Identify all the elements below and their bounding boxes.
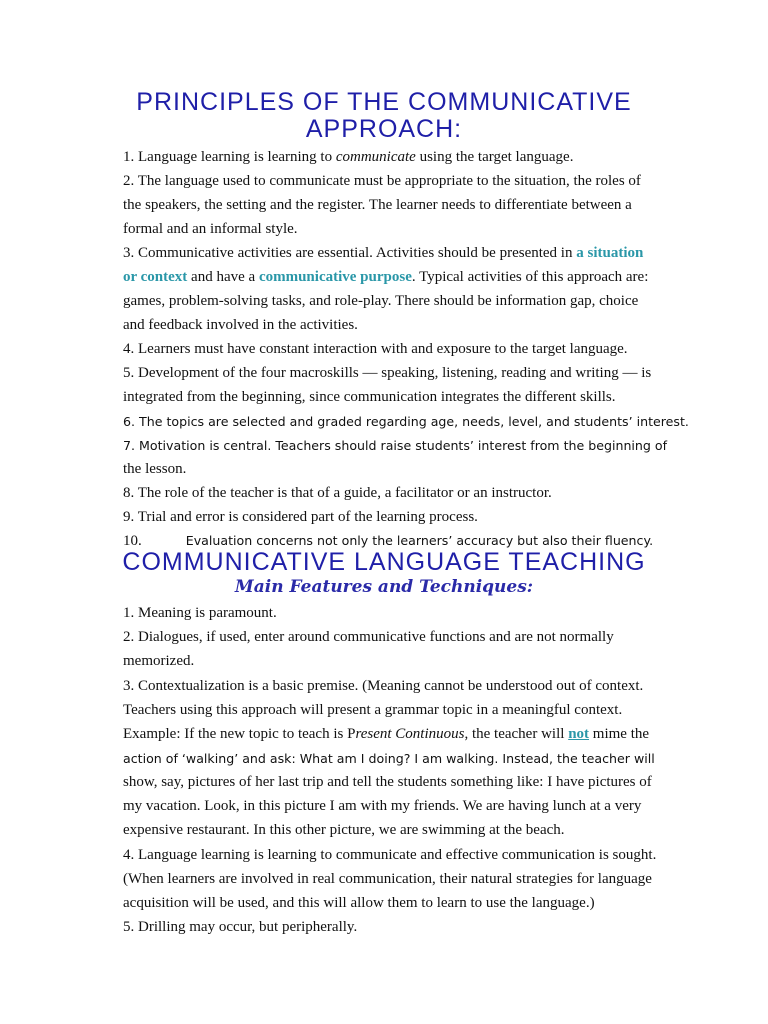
- principle-5-line-1: 5. Development of the four macroskills — speaking, listening, reading and writing — is: [123, 365, 652, 381]
- principle-3-line-1: 3. Communicative activities are essential. Activities should be presented in a situation: [123, 245, 644, 261]
- feature-3-line-5: show, say, pictures of her last trip and tell the students something like: I have pictures of: [123, 774, 652, 790]
- principle-10-number: 10.: [123, 533, 142, 549]
- highlight-communicative-purpose: communicative purpose: [258, 269, 412, 285]
- feature-3-line-4: action of ‘walking’ and ask: What am I doing? I am walking. Instead, the teacher will: [123, 751, 655, 766]
- feature-5: 5. Drilling may occur, but peripherally.: [123, 919, 358, 935]
- principle-3-line-3: games, problem-solving tasks, and role-play. There should be information gap, choice: [123, 293, 639, 309]
- principle-7-line-1: 7. Motivation is central. Teachers should raise students’ interest from the beginning of: [123, 438, 668, 453]
- feature-4-line-3: acquisition will be used, and this will allow them to learn to use the language.): [123, 895, 595, 911]
- emphasis-communicate: communicate: [335, 149, 416, 165]
- principle-7-line-2: the lesson.: [123, 461, 187, 477]
- emphasis-present-continuous: resent Continuous: [355, 726, 465, 742]
- feature-3-line-2: Teachers using this approach will present a grammar topic in a meaningful context.: [123, 702, 623, 718]
- principle-1: 1. Language learning is learning to communicate using the target language.: [123, 149, 574, 165]
- highlight-not: not: [568, 726, 590, 742]
- principle-2-line-2: the speakers, the setting and the register. The learner needs to differentiate between a: [123, 197, 632, 213]
- principle-3-line-2: or context and have a communicative purpose. Typical activities of this approach are:: [123, 269, 649, 285]
- feature-4-line-1: 4. Language learning is learning to communicate and effective communication is sought.: [123, 847, 657, 863]
- feature-4-line-2: (When learners are involved in real communication, their natural strategies for language: [123, 871, 652, 887]
- feature-3-line-1: 3. Contextualization is a basic premise. (Meaning cannot be understood out of context.: [123, 678, 644, 694]
- principle-5-line-2: integrated from the beginning, since communication integrates the different skills.: [123, 389, 616, 405]
- feature-1: 1. Meaning is paramount.: [123, 605, 277, 621]
- feature-2-line-1: 2. Dialogues, if used, enter around communicative functions and are not normally: [123, 629, 614, 645]
- title-line-1: PRINCIPLES OF THE COMMUNICATIVE: [136, 88, 632, 116]
- page-title: [0, 89, 768, 143]
- principle-9: 9. Trial and error is considered part of the learning process.: [123, 509, 478, 525]
- principle-10-text: Evaluation concerns not only the learners’ accuracy but also their fluency.: [185, 533, 654, 548]
- feature-3-line-7: expensive restaurant. In this other picture, we are swimming at the beach.: [123, 822, 565, 838]
- highlight-or-context: or context: [123, 269, 188, 285]
- principle-4: 4. Learners must have constant interaction with and exposure to the target language.: [123, 341, 628, 357]
- feature-2-line-2: memorized.: [123, 653, 195, 669]
- section-subheading: Main Features and Techniques:: [234, 577, 534, 597]
- principle-8: 8. The role of the teacher is that of a guide, a facilitator or an instructor.: [123, 485, 552, 501]
- principle-6: 6. The topics are selected and graded regarding age, needs, level, and students’ interest.: [123, 414, 689, 429]
- feature-3-line-6: my vacation. Look, in this picture I am with my friends. We are having lunch at a very: [123, 798, 642, 814]
- principle-2-line-1: 2. The language used to communicate must be appropriate to the situation, the roles of: [123, 173, 641, 189]
- highlight-a-situation: a situation: [576, 245, 644, 261]
- principle-3-line-4: and feedback involved in the activities.: [123, 317, 358, 333]
- principle-2-line-3: formal and an informal style.: [123, 221, 298, 237]
- section-heading: COMMUNICATIVE LANGUAGE TEACHING: [122, 548, 646, 576]
- feature-3-line-3: Example: If the new topic to teach is Present Continuous, the teacher will not mime the: [123, 726, 650, 742]
- title-line-2: APPROACH:: [305, 115, 463, 143]
